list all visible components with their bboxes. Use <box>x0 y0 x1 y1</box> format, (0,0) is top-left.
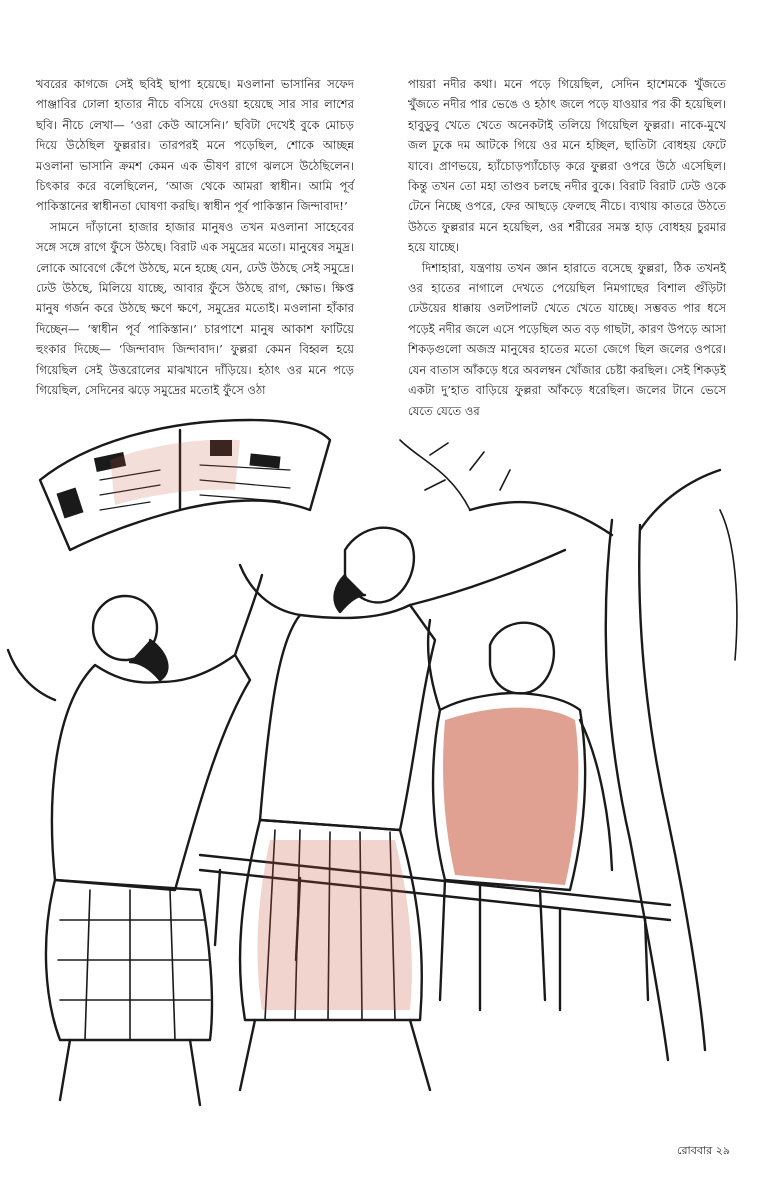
page-folio: রোববার ২৯ <box>677 1144 730 1157</box>
paragraph: খবরের কাগজে সেই ছবিই ছাপা হয়েছে। মওলানা ভাসানির সফেদ পাঞ্জাবির ঢোলা হাতার নীচে বসিয়ে দেওয়া হয়েছে সার সার লাশের ছবি। নীচে লেখা— ‘ওরা কেউ আসেনি।’ ছবিটা দেখেই বুকে মোচড় দিয়ে উঠেছিল ফুল্লরার। তারপরই মনে পড়েছিল, শোকে আচ্ছন্ন মওলানা ভাসানি ক্রমশ কেমন এক ভীষণ রাগে ঝলসে উঠেছিলেন। চিৎকার করে বলেছিলেন, ‘আজ থেকে আমরা স্বাধীন। আমি পূর্ব পাকিস্তানের স্বাধীনতা ঘোষণা করছি। স্বাধীন পূর্ব পাকিস্তান জিন্দাবাদ!’ <box>36 77 354 214</box>
wash-lungi-center <box>257 840 411 1010</box>
paragraph: পায়রা নদীর কথা। মনে পড়ে গিয়েছিল, সেদিন হাশেমকে খুঁজতে খুঁজতে নদীর পার ভেঙে ও হঠাৎ জলে পড়ে যাওয়ার পর কী হয়েছিল। হাবুডুবু খেতে খেতে অনেকটাই তলিয়ে গিয়েছিল ফুল্লরা। নাকে-মুখে জল ঢুকে দম আটকে গিয়ে ওর মনে হচ্ছিল, ছাতিটা বোধহয় ফেটে যাবে। প্রাণভয়ে, হ্যাঁচোড়প্যাঁচোড় করে ফুল্লরা ওপরে উঠে এসেছিল। কিন্তু তখন তো মহা তাণ্ডব চলছে নদীর বুকে। বিরাট বিরাট ঢেউ ওকে টেনে নিচ্ছে ওপরে, ফের আছড়ে ফেলছে নীচে। ব্যথায় কাতরে উঠতে উঠতে ফুল্লরার মনে হয়েছিল, ওর শরীরের সমস্ত হাড় বোধহয় চুরমার হয়ে যাচ্ছে। <box>408 77 726 255</box>
article-column-right <box>408 74 726 421</box>
wash-paper <box>110 440 240 505</box>
wash-shirt-right <box>443 708 578 885</box>
article-column-left <box>36 74 354 401</box>
paragraph: সামনে দাঁড়ানো হাজার হাজার মানুষও তখন মওলানা সাহেবের সঙ্গে সঙ্গে রাগে ফুঁসে উঠছে। বিরাট এক সমুদ্রের মতো। মানুষের সমুদ্র। লোকে আবেগে কেঁপে উঠছে, মনে হচ্ছে যেন, ঢেউ উঠছে সেই সমুদ্রে। ঢেউ উঠছে, মিলিয়ে যাচ্ছে, আবার ফুঁসে উঠছে রাগ, ক্ষোভ। ক্ষিপ্ত মানুষ গর্জন করে উঠছে ক্ষণে ক্ষণে, সমুদ্রের মতোই। মওলানা হাঁকার দিচ্ছেন— ‘স্বাধীন পূর্ব পাকিস্তান।’ চারপাশে মানুষ আকাশ ফাটিয়ে হুংকার দিচ্ছে— ‘জিন্দাবাদ জিন্দাবাদ।’ ফুল্লরা কেমন বিহ্বল হয়ে গিয়েছিল সেই উত্তরোলের মাঝখানে দাঁড়িয়ে। হঠাৎ ওর মনে পড়ে গিয়েছিল, সেদিনের ঝড়ে সমুদ্রের মতোই ফুঁসে ওঠা <box>36 219 354 398</box>
paragraph: দিশাহারা, যন্ত্রণায় তখন জ্ঞান হারাতে বসেছে ফুল্লরা, ঠিক তখনই ওর হাতের নাগালে দেখতে পেয়েছিল নিমগাছের বিশাল গুঁড়িটা ঢেউয়ের ধাক্কায় ওলটপালট খেতে খেতে যাচ্ছে। সম্ভবত পার ধসে পড়েই নদীর জলে এসে পড়েছিল অত বড় গাছটা, কারণ উপড়ে আসা শিকড়গুলো অজস্র মানুষের হাতের মতো জেগে ছিল জলের ওপরে। যেন বাতাস আঁকড়ে ধরে অবলম্বন খোঁজার চেষ্টা করছিল। সেই শিকড়ই একটা দু’হাত বাড়িয়ে ফুল্লরা আঁকড়ে ধরেছিল। জলের টানে ভেসে যেতে যেতে ওর <box>408 260 726 418</box>
left-figure-drawing <box>8 575 262 1105</box>
story-illustration <box>0 400 770 1170</box>
